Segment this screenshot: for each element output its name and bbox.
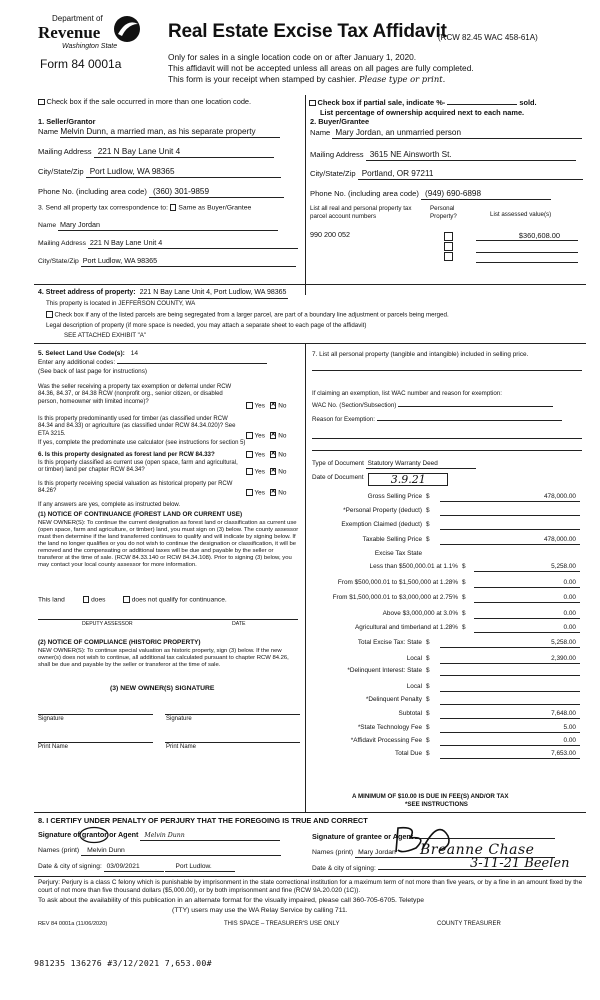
forest-answers xyxy=(246,451,286,459)
instructions-line-3 xyxy=(168,74,445,84)
calc-row-value[interactable]: 0.00 xyxy=(440,737,580,746)
street-address-label: 4. Street address of property: xyxy=(38,289,136,296)
same-as-buyer-checkbox[interactable] xyxy=(170,204,177,211)
calc-row-dollar: $ xyxy=(462,610,466,617)
segregated-checkbox[interactable] xyxy=(46,311,53,318)
document-date-field[interactable]: 3.9.21 xyxy=(368,473,448,486)
calc-row-dollar: $ xyxy=(426,536,430,543)
wac-number-field[interactable] xyxy=(398,406,553,407)
calc-row-label: Taxable Selling Price xyxy=(362,536,422,543)
calc-row xyxy=(306,653,586,665)
calc-row-label: Less than $500,000.01 at 1.1% xyxy=(369,563,458,570)
form-rcw: (RCW 82.45 WAC 458-61A) xyxy=(438,33,538,42)
grantor-names-label: Names (print) xyxy=(38,847,80,854)
buyer-mail-row xyxy=(310,150,576,161)
segregated-row xyxy=(46,311,449,319)
assessed-value-col-header: List assessed value(s) xyxy=(490,211,552,218)
seller-city-label: City/State/Zip xyxy=(38,167,84,176)
land-use-row xyxy=(38,350,138,358)
historic-question: Is this property receiving special valuation as historical property per RCW 84.26? xyxy=(38,481,233,495)
calc-row-label: *Personal Property (deduct) xyxy=(343,507,422,514)
see-instructions-note: *SEE INSTRUCTIONS xyxy=(405,801,468,808)
see-back-note: (See back of last page for instructions) xyxy=(38,368,148,375)
calc-row xyxy=(306,534,586,548)
county-line: This property is located in JEFFERSON COUNTY, WA xyxy=(46,300,196,307)
does-checkbox[interactable] xyxy=(83,596,90,603)
partial-pct-field[interactable] xyxy=(447,104,517,105)
additional-codes-field[interactable] xyxy=(117,363,267,364)
calc-row-label: From $500,000.01 to $1,500,000 at 1.28% xyxy=(337,579,458,586)
wac-claim-note: If claiming an exemption, list WAC number and reason for exemption: xyxy=(312,390,502,397)
notice-compliance-title: (2) NOTICE OF COMPLIANCE (HISTORIC PROPERTY) xyxy=(38,639,201,646)
new-owner-sig-line-2 xyxy=(165,714,300,715)
grantor-city-field[interactable]: Port Ludlow. xyxy=(165,863,235,872)
calc-row xyxy=(306,592,586,608)
seller-mail-row xyxy=(38,147,274,158)
corresp-mail-label: Mailing Address xyxy=(38,240,86,247)
perjury-statement: Perjury: Perjury is a class C felony which is punishable by imprisonment in the state correctional institution for a maximum term of not more than five years, or by a fine in an amount fixed by the court of not more than five thousand dollars ($5,000.00), or by both imprisonment and fine (RCW 9A.20.020 (1C)). xyxy=(38,879,583,894)
current-use-no-label: No xyxy=(278,468,287,476)
timber-question: Is this property predominantly used for timber (as classified under RCW 84.34 and 84.33) or agriculture (as classified under RCW 84.34.020)? See ETA 3215. xyxy=(38,416,236,437)
calc-row xyxy=(306,708,586,722)
exemption-reason-line-3 xyxy=(312,450,582,451)
additional-codes-row xyxy=(38,359,267,367)
parcel-checkboxes xyxy=(444,232,454,261)
exemption-reason-line-2 xyxy=(312,438,582,439)
form-revision: REV 84 0001a (11/06/2020) xyxy=(38,921,108,927)
section-divider-5 xyxy=(34,343,586,344)
seller-city-field[interactable]: Port Ludlow, WA 98365 xyxy=(86,167,281,178)
grantor-name-field[interactable]: Melvin Dunn xyxy=(81,847,281,856)
calc-row xyxy=(306,735,586,748)
current-use-question: Is this property classified as current use (open space, farm and agricultural, or timber) land per chapter RCW 84.34? xyxy=(38,460,238,474)
document-date-row xyxy=(312,473,448,486)
calc-row-label: Above $3,000,000 at 3.0% xyxy=(382,610,458,617)
new-owner-signature-label-2: Signature xyxy=(166,716,192,722)
correspondence-row xyxy=(38,204,251,213)
historic-yes-checkbox[interactable] xyxy=(246,489,253,496)
revenue-logo xyxy=(34,12,162,72)
corresp-mail-row xyxy=(38,239,298,249)
calc-row-value[interactable]: 7,653.00 xyxy=(440,750,580,759)
buyer-name-row xyxy=(310,128,582,139)
calc-row-value[interactable]: 5.00 xyxy=(440,724,580,733)
revenue-swoosh-icon xyxy=(112,14,142,44)
partial-sale-checkbox[interactable] xyxy=(309,100,316,107)
buyer-city-row xyxy=(310,169,583,180)
alternate-format-note: To ask about the availability of this publication in an alternate format for the visually impaired, please call 360-705-6705. Teletype xyxy=(38,897,425,904)
seller-mail-label: Mailing Address xyxy=(38,147,92,156)
q2-yes-label: Yes xyxy=(254,432,265,440)
current-use-yes-checkbox[interactable] xyxy=(246,468,253,475)
forest-yes-label: Yes xyxy=(254,451,265,459)
form-number: Form 84 0001a xyxy=(40,57,122,71)
instructions-line-2: This affidavit will not be accepted unless all areas on all pages are fully completed. xyxy=(168,63,474,73)
corresp-name-label: Name xyxy=(38,222,57,229)
historic-yes-label: Yes xyxy=(254,489,265,497)
center-divider xyxy=(305,95,306,295)
calc-row-label: *Delinquent Interest: State xyxy=(347,667,422,674)
multi-location-checkbox[interactable] xyxy=(38,99,45,106)
calc-row-dollar: $ xyxy=(426,683,430,690)
q2-no-checkbox[interactable] xyxy=(270,432,277,439)
calc-row xyxy=(306,722,586,735)
same-as-buyer-label: Same as Buyer/Grantee xyxy=(178,204,252,212)
list-percentage-note: List percentage of ownership acquired next to each name. xyxy=(320,108,525,117)
exemption-reason-row xyxy=(312,416,562,424)
forest-yes-checkbox[interactable] xyxy=(246,451,253,458)
forest-no-checkbox[interactable] xyxy=(270,451,277,458)
corresp-name-field[interactable]: Mary Jordan xyxy=(58,221,278,231)
calc-row-dollar: $ xyxy=(426,724,430,731)
seller-phone-field[interactable]: (360) 301-9859 xyxy=(149,187,284,198)
q1-no-label: No xyxy=(278,402,287,410)
notice-continuance-title: (1) NOTICE OF CONTINUANCE (FOREST LAND OR CURRENT USE) xyxy=(38,511,243,518)
buyer-city-label: City/State/Zip xyxy=(310,169,356,178)
new-owner-print-line-1 xyxy=(38,742,153,743)
seller-phone-row xyxy=(38,187,284,198)
personal-property-col-header: Personal Property? xyxy=(430,205,457,220)
grantee-name-field[interactable]: Mary Jordan xyxy=(355,849,555,858)
does-label: does xyxy=(91,596,106,604)
current-use-yes-label: Yes xyxy=(254,468,265,476)
calc-row-dollar: $ xyxy=(426,667,430,674)
calc-row xyxy=(306,505,586,519)
land-use-label: 5. Select Land Use Code(s): xyxy=(38,350,125,357)
calc-row-label: Gross Selling Price xyxy=(367,493,422,500)
deputy-assessor-line xyxy=(38,619,298,620)
calc-row-value[interactable] xyxy=(440,507,580,516)
q2-yes-checkbox[interactable] xyxy=(246,432,253,439)
additional-codes-label: Enter any additional codes: xyxy=(38,359,116,366)
seller-mail-field[interactable]: 221 N Bay Lane Unit 4 xyxy=(94,147,274,158)
assessed-line-2 xyxy=(476,252,578,253)
grantee-names-label: Names (print) xyxy=(312,849,354,856)
section-divider-8 xyxy=(34,812,586,813)
personal-property-checkbox-2[interactable] xyxy=(444,242,453,251)
treasurer-use-label: THIS SPACE – TREASURER'S USE ONLY xyxy=(224,921,340,927)
notice-compliance-text: NEW OWNER(S): To continue special valuation as historic property, sign (3) below. If the new owner(s) does not wish to continue, all additional tax calculated pursuant to chapter RCW 84.26, shall be due and payable by the seller or transferor at the time of sale. xyxy=(38,648,289,668)
new-owner-print-label-2: Print Name xyxy=(166,744,197,750)
grantor-name-row xyxy=(38,847,281,856)
calc-row-label: Local xyxy=(406,655,422,662)
calc-row-dollar: $ xyxy=(426,696,430,703)
document-date-label: Date of Document xyxy=(312,474,364,481)
street-address-field[interactable]: 221 N Bay Lane Unit 4, Port Ludlow, WA 98365 xyxy=(138,289,289,299)
calc-row-dollar: $ xyxy=(462,594,466,601)
calc-row-value[interactable]: 2,390.00 xyxy=(440,655,580,664)
partial-sale-row xyxy=(309,98,589,107)
calc-row xyxy=(306,577,586,592)
assessed-value[interactable]: $360,608.00 xyxy=(476,231,578,241)
calc-row-dollar: $ xyxy=(426,521,430,528)
calc-row-label: Agricultural and timberland at 1.28% xyxy=(354,624,458,631)
calc-row-value[interactable] xyxy=(440,683,580,692)
calc-row xyxy=(306,561,586,577)
exemption-reason-field[interactable] xyxy=(377,420,562,421)
calc-row-dollar: $ xyxy=(426,737,430,744)
calc-row-label: *Delinquent Penalty xyxy=(365,696,422,703)
q1-no-checkbox[interactable] xyxy=(270,402,277,409)
seller-phone-label: Phone No. (including area code) xyxy=(38,187,147,196)
buyer-name-field[interactable]: Mary Jordan, an unmarried person xyxy=(332,128,582,139)
calc-row-value[interactable] xyxy=(440,696,580,705)
calc-row xyxy=(306,491,586,505)
q1-yes-label: Yes xyxy=(254,402,265,410)
calc-row-label: Total Due xyxy=(395,750,422,757)
does-not-label: does not qualify for continuance. xyxy=(131,596,227,604)
instructions-line-1: Only for sales in a single location code on or after January 1, 2020. xyxy=(168,52,417,62)
multi-location-label: Check box if the sale occurred in more than one location code. xyxy=(46,97,252,106)
calc-row-value[interactable] xyxy=(440,521,580,530)
calc-row-dollar: $ xyxy=(462,563,466,570)
predominate-use-note: If yes, complete the predominate use calculator (see instructions for section 5) xyxy=(38,440,246,446)
q1-answers xyxy=(246,402,286,410)
parcel-col-header: List all real and personal property tax parcel account numbers xyxy=(310,205,412,220)
partial-sale-label: Check box if partial sale, indicate %- xyxy=(317,98,446,107)
calc-row-value[interactable]: 478,000.00 xyxy=(440,536,580,545)
type-or-print-note: Please type or print. xyxy=(358,74,446,84)
current-use-answers xyxy=(246,468,286,476)
seller-name-row xyxy=(38,127,280,138)
grantor-date-label: Date & city of signing: xyxy=(38,863,102,870)
calc-row xyxy=(306,608,586,622)
document-type-field[interactable]: Statutory Warranty Deed xyxy=(366,460,476,469)
buyer-mail-field[interactable]: 3615 NE Ainsworth St. xyxy=(366,150,576,161)
historic-no-checkbox[interactable] xyxy=(270,489,277,496)
new-owner-print-label-1: Print Name xyxy=(38,744,69,750)
corresp-city-label: City/State/Zip xyxy=(38,258,79,265)
calc-row-label: *State Technology Fee xyxy=(357,724,422,731)
grantor-signature-field[interactable]: Melvin Dunn xyxy=(140,832,280,841)
buyer-name-label: Name xyxy=(310,128,331,137)
calc-row-value[interactable]: 7,648.00 xyxy=(440,710,580,719)
assessed-line-3 xyxy=(476,262,578,263)
this-land-label: This land xyxy=(38,596,65,604)
grantor-date-row xyxy=(38,863,235,872)
deputy-assessor-label: DEPUTY ASSESSOR xyxy=(82,621,133,627)
corresp-mail-field[interactable]: 221 N Bay Lane Unit 4 xyxy=(88,239,298,249)
seller-name-field[interactable]: Melvin Dunn, a married man, as his separate property xyxy=(60,127,280,138)
corresp-city-row xyxy=(38,257,296,267)
form-title: Real Estate Excise Tax Affidavit xyxy=(168,21,447,42)
corresp-city-field[interactable]: Port Ludlow, WA 98365 xyxy=(81,257,296,267)
seller-name-label: Name xyxy=(38,127,59,136)
parcel-number: 990 200 052 xyxy=(310,230,350,239)
calc-row-dollar: $ xyxy=(426,750,430,757)
calc-row xyxy=(306,681,586,694)
calc-row-value[interactable] xyxy=(440,667,580,676)
buyer-phone-row xyxy=(310,189,551,200)
calc-row-value[interactable]: 5,258.00 xyxy=(440,639,580,648)
calc-row-label: Excise Tax State xyxy=(374,550,422,557)
calc-row-value[interactable]: 0.00 xyxy=(474,579,580,588)
calc-row xyxy=(306,548,586,561)
personal-property-checkbox-1[interactable] xyxy=(444,232,453,241)
calc-row-label: Subtotal xyxy=(398,710,422,717)
seller-heading: 1. Seller/Grantor xyxy=(38,117,96,126)
grantee-date-label: Date & city of signing: xyxy=(312,865,376,872)
new-owner-signature-label-1: Signature xyxy=(38,716,64,722)
receipt-note: This form is your receipt when stamped by cashier. xyxy=(168,74,357,84)
tax-calculation-table xyxy=(306,491,586,761)
calc-row-value[interactable]: 5,258.00 xyxy=(474,563,580,572)
calc-row-label: Exemption Claimed (deduct) xyxy=(341,521,422,528)
segregated-label: Check box if any of the listed parcels are being segregated from a larger parcel, are part of a boundary line adjustment or parcels being merged. xyxy=(54,311,449,319)
calc-row-value[interactable]: 0.00 xyxy=(474,624,580,633)
legal-description-note: Legal description of property (if more space is needed, you may attach a separate sheet to each page of the affidavit) xyxy=(46,322,367,329)
land-use-code[interactable]: 14 xyxy=(130,350,139,357)
wac-number-row xyxy=(312,402,553,410)
dept-label: Department of xyxy=(52,14,103,23)
calc-row xyxy=(306,748,586,761)
personal-property-line xyxy=(312,370,582,371)
new-owner-print-line-2 xyxy=(165,742,300,743)
this-land-row xyxy=(38,596,227,605)
forest-no-label: No xyxy=(278,451,287,459)
buyer-heading: 2. Buyer/Grantee xyxy=(310,117,370,126)
historic-answers xyxy=(246,489,286,497)
calc-row xyxy=(306,519,586,534)
calc-row-dollar: $ xyxy=(462,624,466,631)
exhibit-note: SEE ATTACHED EXHIBIT "A" xyxy=(64,332,147,339)
calc-row-dollar: $ xyxy=(426,710,430,717)
wac-number-label: WAC No. (Section/Subsection) xyxy=(312,402,397,409)
calc-row-value[interactable]: 0.00 xyxy=(474,594,580,603)
corresp-name-row xyxy=(38,221,278,231)
grantee-signature-label: Signature of grantee or Agent xyxy=(312,832,414,841)
notice-continuance-text: NEW OWNER(S): To continue the current designation as forest land or classification as current use (open space, farm and agriculture, or timber) land, you must sign on (3) below. The county assessor must then determine if the land transferred continues to qualify and will indicate by signing below. If the land no longer qualifies or you do not wish to continue the designation or classification, it will be removed and the compensating or additional taxes will be due and payable by the seller or transferor at the time of sale. (RCW 84.33.140 or RCW 84.34.108). Prior to signing (3) below, you may contact your local county assessor for more information. xyxy=(38,520,299,568)
does-not-checkbox[interactable] xyxy=(123,596,130,603)
document-type-label: Type of Document xyxy=(312,460,364,467)
grantor-circle-mark xyxy=(78,826,110,844)
new-owner-sig-line-1 xyxy=(38,714,153,715)
personal-property-heading: 7. List all personal property (tangible and intangible) included in selling price. xyxy=(312,351,529,358)
personal-property-checkbox-3[interactable] xyxy=(444,252,453,261)
grantee-handwritten-name: Breanne Chase xyxy=(420,842,535,858)
calc-row xyxy=(306,665,586,681)
exemption-reason-label: Reason for Exemption: xyxy=(312,416,375,423)
revenue-wordmark: Revenue xyxy=(38,23,101,42)
current-use-no-checkbox[interactable] xyxy=(270,468,277,475)
calc-row-label: *Affidavit Processing Fee xyxy=(350,737,422,744)
document-type-row xyxy=(312,460,476,469)
assessor-date-label: DATE xyxy=(232,621,246,627)
receipt-stamp: 981235 136276 #3/12/2021 7,653.00# xyxy=(34,958,212,968)
q2-answers xyxy=(246,432,286,440)
buyer-mail-label: Mailing Address xyxy=(310,150,364,159)
calc-row-value[interactable]: 0.00 xyxy=(474,610,580,619)
sold-label: sold. xyxy=(519,98,537,107)
calc-row-dollar: $ xyxy=(426,655,430,662)
calc-row-dollar: $ xyxy=(426,507,430,514)
calc-row xyxy=(306,622,586,637)
buyer-phone-label: Phone No. (including area code) xyxy=(310,189,419,198)
buyer-phone-field[interactable]: (949) 690-6898 xyxy=(421,189,551,200)
county-treasurer-label: COUNTY TREASURER xyxy=(437,921,501,927)
calc-row-dollar: $ xyxy=(426,639,430,646)
new-owner-signature-title: (3) NEW OWNER(S) SIGNATURE xyxy=(110,685,215,692)
correspondence-heading: 3. Send all property tax correspondence to: xyxy=(38,204,168,212)
q1-yes-checkbox[interactable] xyxy=(246,402,253,409)
calc-row-label: Total Excise Tax: State xyxy=(357,639,422,646)
calc-row-label: From $1,500,000.01 to $3,000,000 at 2.75% xyxy=(332,594,458,601)
q2-no-label: No xyxy=(278,432,287,440)
if-yes-note: If any answers are yes, complete as instructed below. xyxy=(38,502,181,508)
calc-row xyxy=(306,637,586,653)
street-address-row xyxy=(38,289,288,299)
grantee-handwritten-date-city: 3-11-21 Beelen xyxy=(470,856,570,871)
forest-land-question: 6. Is this property designated as forest land per RCW 84.33? xyxy=(38,451,215,458)
calc-row-value[interactable]: 478,000.00 xyxy=(440,493,580,502)
calc-row-dollar: $ xyxy=(462,579,466,586)
grantor-signature-row xyxy=(38,831,280,841)
perjury-certification: 8. I CERTIFY UNDER PENALTY OF PERJURY THAT THE FOREGOING IS TRUE AND CORRECT xyxy=(38,816,368,825)
perjury-divider xyxy=(34,876,586,877)
minimum-fee-note: A MINIMUM OF $10.00 IS DUE IN FEE(S) AND/OR TAX xyxy=(352,793,509,800)
calc-row-dollar: $ xyxy=(426,493,430,500)
seller-city-row xyxy=(38,167,281,178)
tax-exemption-question: Was the seller receiving a property tax exemption or deferral under RCW 84.36, 84.37, or 84.38 RCW (nonprofit org., senior citizen, or disabled person, homeowner with limited income)? xyxy=(38,384,232,405)
grantor-signature-label: Signature of grantor or Agent xyxy=(38,830,139,839)
buyer-city-field[interactable]: Portland, OR 97211 xyxy=(358,169,583,180)
grantor-date-field[interactable]: 03/09/2021 xyxy=(104,863,164,872)
calc-row-label: Local xyxy=(406,683,422,690)
relay-service-note: (TTY) users may use the WA Relay Service by calling 711. xyxy=(172,907,348,914)
state-label: Washington State xyxy=(62,43,118,50)
historic-no-label: No xyxy=(278,489,287,497)
multi-location-check-row xyxy=(38,97,251,106)
calc-row xyxy=(306,694,586,708)
section-divider-4 xyxy=(34,284,586,285)
